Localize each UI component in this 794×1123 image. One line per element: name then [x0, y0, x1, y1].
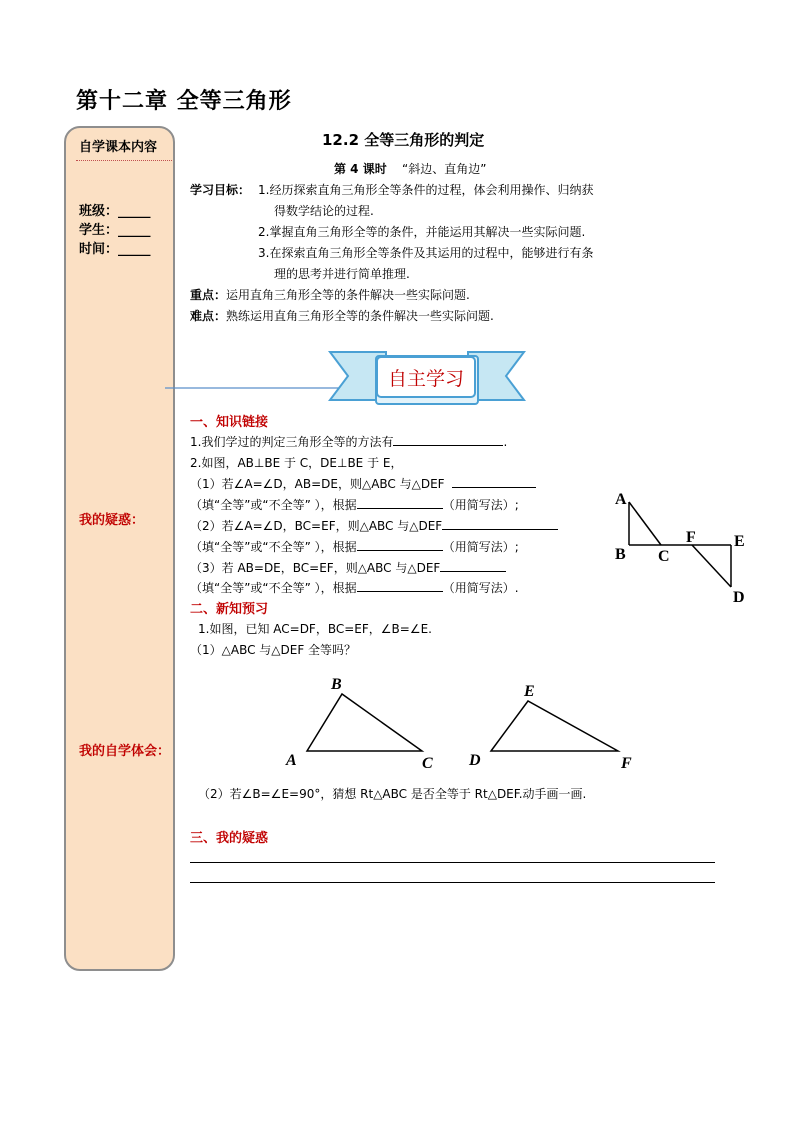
- goals-label: 学习目标：: [190, 183, 251, 197]
- s2-q1-1: （1）△ABC 与△DEF 全等吗？: [190, 643, 357, 657]
- goal-1b: 得数学结论的过程.: [274, 204, 374, 218]
- lesson-subtitle: [334, 160, 486, 177]
- key-label: 重点：: [190, 288, 227, 302]
- goal-3a: 3.在探索直角三角形全等条件及其运用的过程中，能够进行有条: [258, 246, 594, 260]
- fig1-segment-fd: [692, 545, 731, 587]
- fig2-label-a: A: [286, 752, 297, 769]
- class-label: 班级：_____: [79, 204, 151, 219]
- goal-2: 2.掌握直角三角形全等的条件，并能运用其解决一些实际问题.: [258, 225, 586, 239]
- fig2-triangle-def: [491, 701, 618, 751]
- s1-q2-1b-pre: （填“全等”或“不全等” ），根据: [190, 498, 357, 512]
- writing-line[interactable]: [190, 862, 715, 863]
- fig1-segment-ac: [629, 502, 661, 545]
- fig2-label-d: D: [469, 752, 481, 769]
- fig1-label-a: A: [615, 491, 627, 508]
- fig1-label-c: C: [658, 548, 670, 565]
- key-text: 运用直角三角形全等的条件解决一些实际问题.: [226, 288, 470, 302]
- answer-blank[interactable]: [357, 495, 443, 509]
- lesson-title: 12.2 全等三角形的判定: [322, 131, 485, 149]
- fig1-label-d: D: [733, 589, 745, 606]
- section1-heading: 一、知识链接: [190, 415, 269, 430]
- answer-blank[interactable]: [357, 578, 443, 592]
- doubts-label: 我的疑惑：: [79, 513, 145, 528]
- answer-blank[interactable]: [393, 432, 503, 446]
- goal-1a: 1.经历探索直角三角形全等条件的过程，体会利用操作、归纳获: [258, 183, 594, 197]
- goal-3b: 理的思考并进行简单推理.: [274, 267, 410, 281]
- section3-heading: 三、我的疑惑: [190, 831, 269, 846]
- sidebar-panel: [64, 126, 175, 971]
- s1-q2: 2.如图，AB⊥BE 于 C，DE⊥BE 于 E，: [190, 456, 403, 470]
- figure-1: [608, 486, 768, 610]
- s1-q2-1b-post: （用简写法）;: [442, 498, 519, 512]
- fig1-label-b: B: [615, 546, 626, 563]
- session-label: 第 4 课时: [334, 162, 387, 176]
- s2-q1: 1.如图，已知 AC=DF，BC=EF，∠B=∠E.: [198, 622, 432, 636]
- time-label: 时间：_____: [79, 242, 151, 257]
- answer-blank[interactable]: [442, 516, 558, 530]
- writing-line[interactable]: [190, 882, 715, 883]
- difficulty-label: 难点：: [190, 309, 227, 323]
- fig1-label-f: F: [686, 529, 696, 546]
- fig2-label-f: F: [621, 755, 632, 772]
- sidebar-heading: 自学课本内容: [79, 140, 158, 155]
- fig2-label-e: E: [524, 683, 535, 700]
- fig1-label-e: E: [734, 533, 745, 550]
- s1-q1: 1.我们学过的判定三角形全等的方法有: [190, 435, 394, 449]
- fig2-triangle-abc: [307, 694, 422, 751]
- difficulty-text: 熟练运用直角三角形全等的条件解决一些实际问题.: [226, 309, 494, 323]
- s1-q2-2: （2）若∠A=∠D，BC=EF，则△ABC 与△DEF: [190, 519, 443, 533]
- answer-blank[interactable]: [357, 537, 443, 551]
- answer-blank[interactable]: [440, 558, 506, 572]
- topic-label: “斜边、直角边”: [401, 162, 487, 176]
- figure-2: [280, 670, 650, 780]
- fig2-label-c: C: [422, 755, 433, 772]
- answer-blank[interactable]: [452, 474, 536, 488]
- sidebar-divider: [76, 160, 172, 161]
- s1-q2-1: （1）若∠A=∠D，AB=DE，则△ABC 与△DEF: [190, 477, 445, 491]
- banner-text: 自主学习: [387, 368, 464, 390]
- experience-label: 我的自学体会：: [79, 744, 171, 759]
- s1-q2-3b-pre: （填“全等”或“不全等” ），根据: [190, 581, 357, 595]
- s2-q1-2: （2）若∠B=∠E=90°，猜想 Rt△ABC 是否全等于 Rt△DEF.动手画一画.: [198, 787, 587, 801]
- chapter-title: 第十二章 全等三角形: [76, 89, 292, 114]
- s1-q2-3: （3）若 AB=DE，BC=EF，则△ABC 与△DEF: [190, 561, 441, 575]
- s1-q2-2b-post: （用简写法）;: [442, 540, 519, 554]
- s1-q2-3b-post: （用简写法）.: [442, 581, 519, 595]
- fig2-label-b: B: [331, 676, 342, 693]
- section2-heading: 二、新知预习: [190, 602, 269, 617]
- student-label: 学生：_____: [79, 223, 151, 238]
- s1-q2-2b-pre: （填“全等”或“不全等” ），根据: [190, 540, 357, 554]
